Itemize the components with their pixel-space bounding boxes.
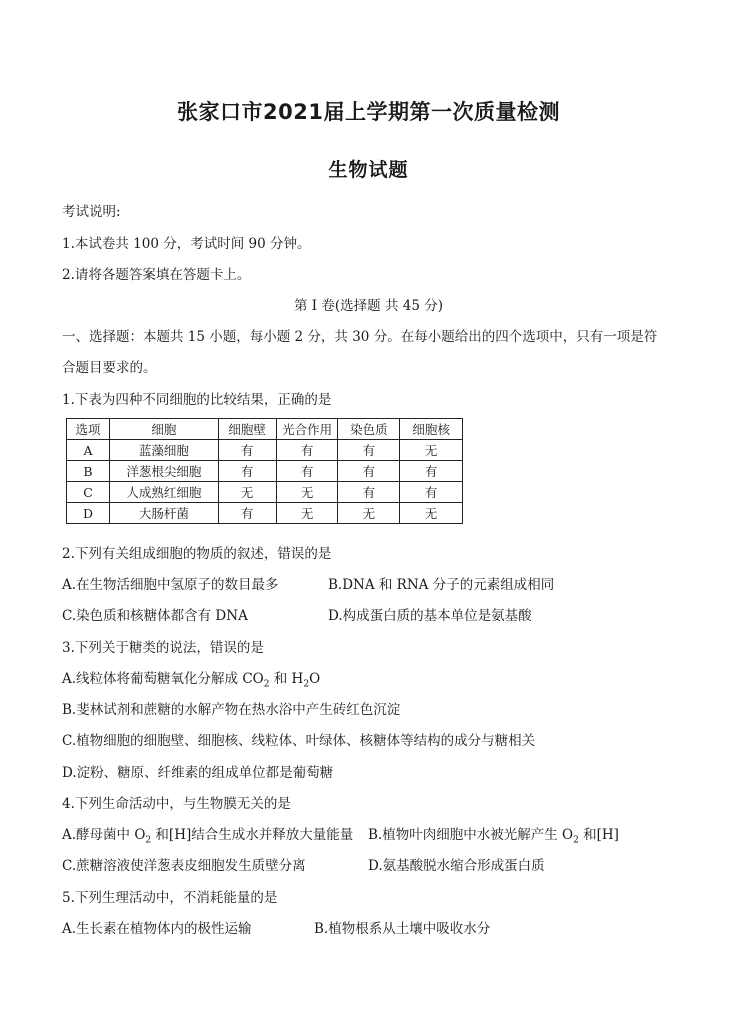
q4-option-d: D.氨基酸脱水缩合形成蛋白质	[368, 858, 545, 874]
table-cell: 有	[218, 503, 276, 524]
q2-stem: 2.下列有关组成细胞的物质的叙述，错误的是	[62, 546, 332, 562]
table-header-cell: 细胞核	[400, 419, 463, 440]
q3-option-a-text: A.线粒体将葡萄糖氧化分解成 CO	[62, 671, 264, 687]
q4-option-b	[368, 823, 619, 846]
table-cell: 无	[400, 503, 463, 524]
table-cell: 有	[276, 440, 338, 461]
q4-option-a-text: 和[H]结合生成水并释放大量能量	[151, 827, 354, 843]
subscript-2: 2	[145, 835, 152, 846]
table-cell: 洋葱根尖细胞	[110, 461, 219, 482]
table-cell: 无	[338, 503, 400, 524]
exam-subtitle: 生物试题	[328, 159, 409, 181]
subscript-2: 2	[263, 679, 270, 690]
table-cell: B	[67, 461, 110, 482]
q1-comparison-table	[66, 418, 463, 524]
q2-option-c: C.染色质和核糖体都含有 DNA	[62, 608, 248, 624]
subscript-2: 2	[303, 679, 310, 690]
q3-stem: 3.下列关于糖类的说法，错误的是	[62, 640, 264, 656]
table-header-cell: 细胞壁	[218, 419, 276, 440]
table-cell: 蓝藻细胞	[110, 440, 219, 461]
table-cell: A	[67, 440, 110, 461]
q3-option-b: B.斐林试剂和蔗糖的水解产物在热水浴中产生砖红色沉淀	[62, 702, 401, 718]
table-cell: 有	[338, 461, 400, 482]
q3-option-d: D.淀粉、糖原、纤维素的组成单位都是葡萄糖	[62, 765, 334, 781]
q5-stem: 5.下列生理活动中，不消耗能量的是	[62, 890, 278, 906]
table-row	[67, 461, 463, 482]
table-cell: D	[67, 503, 110, 524]
table-cell: 有	[276, 461, 338, 482]
q1-stem: 1.下表为四种不同细胞的比较结果，正确的是	[62, 392, 332, 408]
table-cell: 有	[218, 440, 276, 461]
table-cell: 无	[218, 482, 276, 503]
q4-stem: 4.下列生命活动中，与生物膜无关的是	[62, 796, 291, 812]
q3-option-a	[62, 667, 320, 690]
table-cell: C	[67, 482, 110, 503]
table-row	[67, 482, 463, 503]
q4-option-c: C.蔗糖溶液使洋葱表皮细胞发生质壁分离	[62, 858, 306, 874]
q2-option-d: D.构成蛋白质的基本单位是氨基酸	[328, 608, 532, 624]
table-header-cell: 细胞	[110, 419, 219, 440]
table-cell: 有	[338, 440, 400, 461]
q4-option-b-text: 和[H]	[578, 827, 619, 843]
table-cell: 有	[400, 461, 463, 482]
table-cell: 无	[400, 440, 463, 461]
table-cell: 无	[276, 503, 338, 524]
section-heading-line2: 合题目要求的。	[62, 360, 157, 376]
table-header-row	[67, 419, 463, 440]
table-header-cell: 选项	[67, 419, 110, 440]
part-heading: 第 I 卷(选择题 共 45 分)	[293, 298, 443, 314]
q3-option-a-text: O	[309, 671, 321, 687]
section-heading-line1: 一、选择题：本题共 15 小题，每小题 2 分，共 30 分。在每小题给出的四个选项中，只有一项是符	[62, 329, 658, 345]
instruction-item-2: 2.请将各题答案填在答题卡上。	[62, 267, 251, 283]
q4-option-a	[62, 823, 353, 846]
q3-option-a-text: 和 H	[269, 671, 304, 687]
table-cell: 大肠杆菌	[110, 503, 219, 524]
table-cell: 无	[276, 482, 338, 503]
q5-option-b: B.植物根系从土壤中吸收水分	[314, 921, 491, 937]
instruction-item-1: 1.本试卷共 100 分，考试时间 90 分钟。	[62, 236, 311, 252]
q3-option-c: C.植物细胞的细胞壁、细胞核、线粒体、叶绿体、核糖体等结构的成分与糖相关	[62, 733, 536, 749]
table-cell: 人成熟红细胞	[110, 482, 219, 503]
table-cell: 有	[338, 482, 400, 503]
table-header-cell: 染色质	[338, 419, 400, 440]
q2-option-b: B.DNA 和 RNA 分子的元素组成相同	[328, 577, 555, 593]
q4-option-a-text: A.酵母菌中 O	[62, 827, 146, 843]
table-cell: 有	[400, 482, 463, 503]
q4-option-b-text: B.植物叶肉细胞中水被光解产生 O	[368, 827, 574, 843]
table-row	[67, 503, 463, 524]
q5-option-a: A.生长素在植物体内的极性运输	[62, 921, 252, 937]
instructions-heading: 考试说明:	[62, 204, 121, 220]
table-cell: 有	[218, 461, 276, 482]
q2-option-a: A.在生物活细胞中氢原子的数目最多	[62, 577, 279, 593]
subscript-2: 2	[573, 835, 579, 846]
table-row	[67, 440, 463, 461]
exam-title: 张家口市2021届上学期第一次质量检测	[177, 100, 560, 124]
table-header-cell: 光合作用	[276, 419, 338, 440]
